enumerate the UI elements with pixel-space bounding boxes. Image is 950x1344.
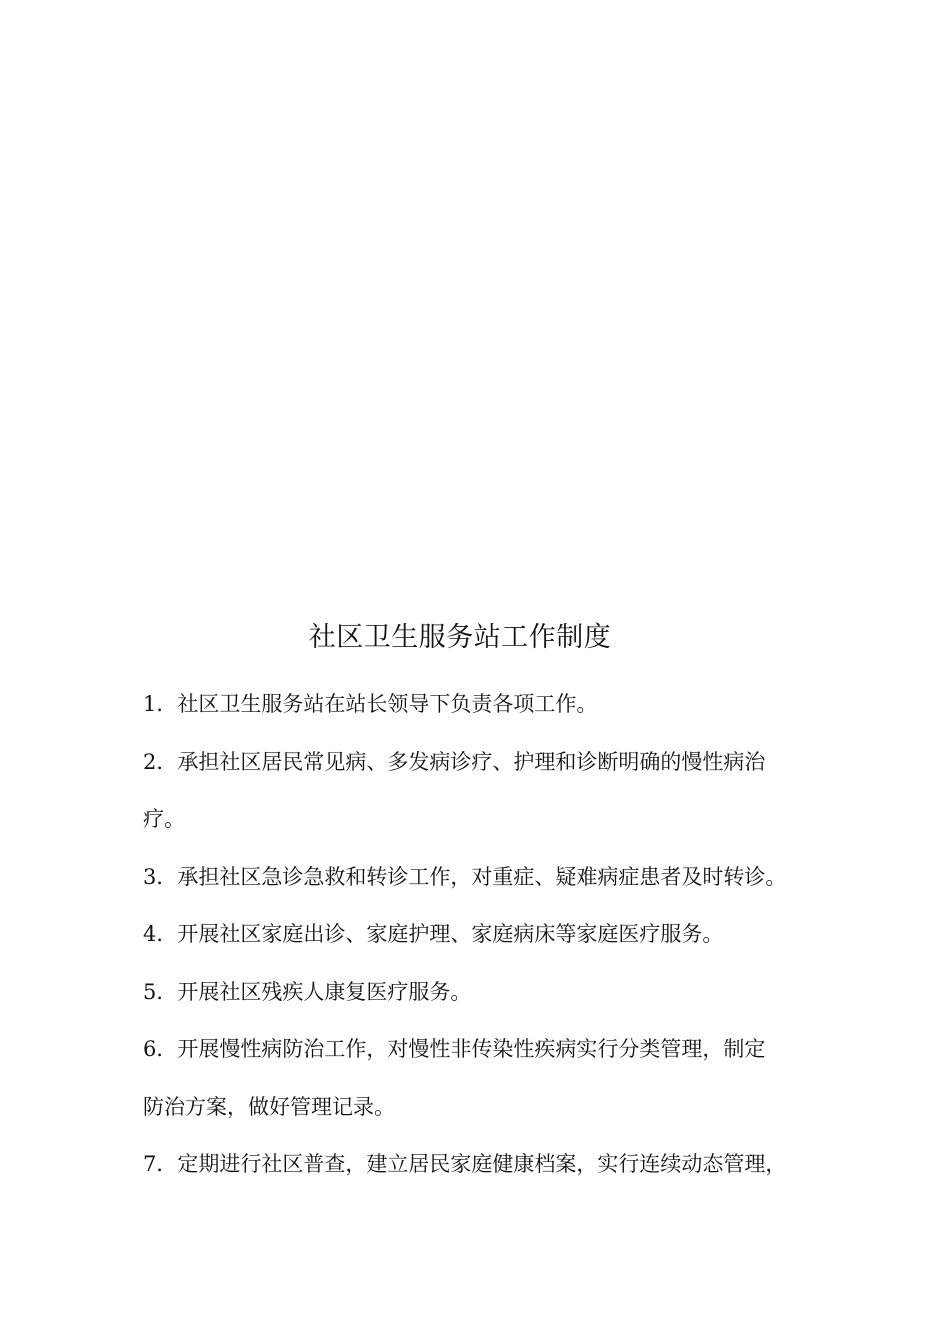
document-title: 社区卫生服务站工作制度 [308, 622, 612, 653]
rule-line-1: 1．社区卫生服务站在站长领导下负责各项工作。 [143, 692, 598, 716]
rule-line-3: 3．承担社区急诊急救和转诊工作，对重症、疑难病症患者及时转诊。 [143, 864, 787, 889]
document-body [143, 676, 833, 1194]
rule-line-6: 6．开展慢性病防治工作，对慢性非传染性疾病实行分类管理，制定 [143, 1037, 766, 1061]
rule-line-5: 5．开展社区残疾人康复医疗服务。 [143, 979, 472, 1004]
rule-line-6-continued: 防治方案，做好管理记录。 [143, 1094, 395, 1119]
rule-line-7: 7．定期进行社区普查，建立居民家庭健康档案，实行连续动态管理， [143, 1152, 787, 1176]
rule-line-2: 2．承担社区居民常见病、多发病诊疗、护理和诊断明确的慢性病治 [143, 749, 766, 774]
rule-line-2-continued: 疗。 [143, 807, 185, 831]
rule-line-4: 4．开展社区家庭出诊、家庭护理、家庭病床等家庭医疗服务。 [143, 922, 724, 946]
